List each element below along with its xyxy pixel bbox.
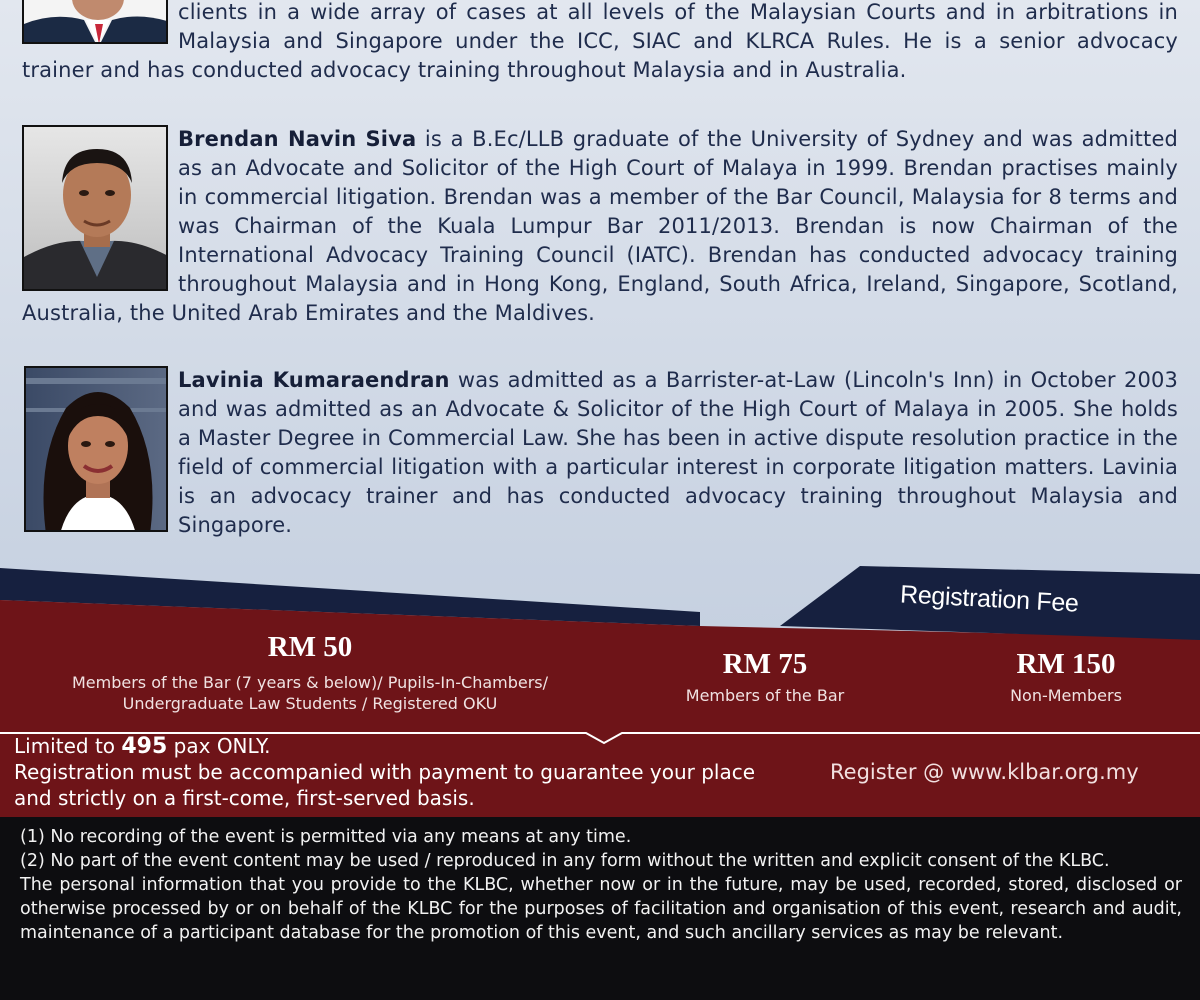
fee-amount-rm50: RM 50 [267, 631, 353, 663]
limit-number: 495 [121, 734, 168, 759]
footer-rule-1: (1) No recording of the event is permitted via any means at any time. [20, 827, 632, 847]
speaker-bio-2-text: is a B.Ec/LLB graduate of the University of Sydney and was admitted as an Advocate and Solicitor of the High Court of Malaya in 1999. Brendan practises mainly in commercial litigation. Brendan was a member of the Bar Council, Malaysia for 8 terms and was Chairman of the Kuala Lumpur Bar 2011/2013. Brendan is now Chairman of the International Advocacy Training Council (IATC). Brendan has conducted advocacy training throughout Malaysia and in Hong Kong, England, South Africa, Ireland, Singapore, Scotland, Australia, the United Arab Emirates and the Maldives. [22, 127, 1178, 325]
fee-desc-rm75: Members of the Bar [685, 686, 845, 705]
speaker-name-lavinia: Lavinia Kumaraendran [178, 368, 450, 392]
fee-desc-rm50: Members of the Bar (7 years & below)/ Pupils-In-Chambers/ Undergraduate Law Students / Registered OKU [71, 673, 549, 713]
limit-prefix: Limited to [14, 734, 122, 758]
speaker-bio-1-text: clients in a wide array of cases at all levels of the Malaysian Courts and in arbitrations in Malaysia and Singapore under the ICC, SIAC and KLRCA Rules. He is a senior advocacy trainer and has conducted advocacy training throughout Malaysia and in Australia. [22, 0, 1178, 82]
attendance-limit [14, 733, 271, 760]
registration-fee-title: Registration Fee [899, 580, 1080, 618]
fee-desc-rm150: Non-Members [1010, 686, 1122, 705]
registration-details [0, 733, 1200, 813]
speaker-bio-3-text: was admitted as a Barrister-at-Law (Lincoln's Inn) in October 2003 and was admitted as an Advocate & Solicitor of the High Court of Malaya in 2005. She holds a Master Degree in Commercial Law. She has been in active dispute resolution practice in the field of commercial litigation with a particular interest in corporate litigation matters. Lavinia is an advocacy trainer and has conducted advocacy training throughout Malaysia and Singapore. [178, 368, 1178, 537]
speaker-photo-3 [24, 366, 168, 532]
footer-rule-2: (2) No part of the event content may be used / reproduced in any form without the written and explicit consent of the KLBC. [20, 851, 1110, 871]
footer-privacy-notice: The personal information that you provide to the KLBC, whether now or in the future, may be used, recorded, stored, disclosed or otherwise processed by or on behalf of the KLBC for the purposes of facilitation and organisation of this event, research and audit, maintenance of a participant database for the promotion of this event, and such ancillary services as may be relevant. [20, 875, 1182, 943]
register-link[interactable]: Register @ www.klbar.org.my [830, 760, 1139, 784]
speaker-bio-1 [22, 0, 1178, 85]
speaker-name-brendan: Brendan Navin Siva [178, 127, 417, 151]
speaker-photo-2 [22, 125, 168, 291]
terms-footer [0, 817, 1200, 1000]
fee-amount-rm75: RM 75 [722, 648, 808, 680]
registration-note: Registration must be accompanied with payment to guarantee your place and strictly on a first-come, first-served basis. [14, 760, 756, 810]
speaker-photo-1 [22, 0, 168, 44]
limit-suffix: pax ONLY. [167, 734, 271, 758]
speaker-bio-2 [22, 125, 1178, 328]
speaker-bio-3 [22, 366, 1178, 540]
fee-amount-rm150: RM 150 [1016, 648, 1116, 680]
